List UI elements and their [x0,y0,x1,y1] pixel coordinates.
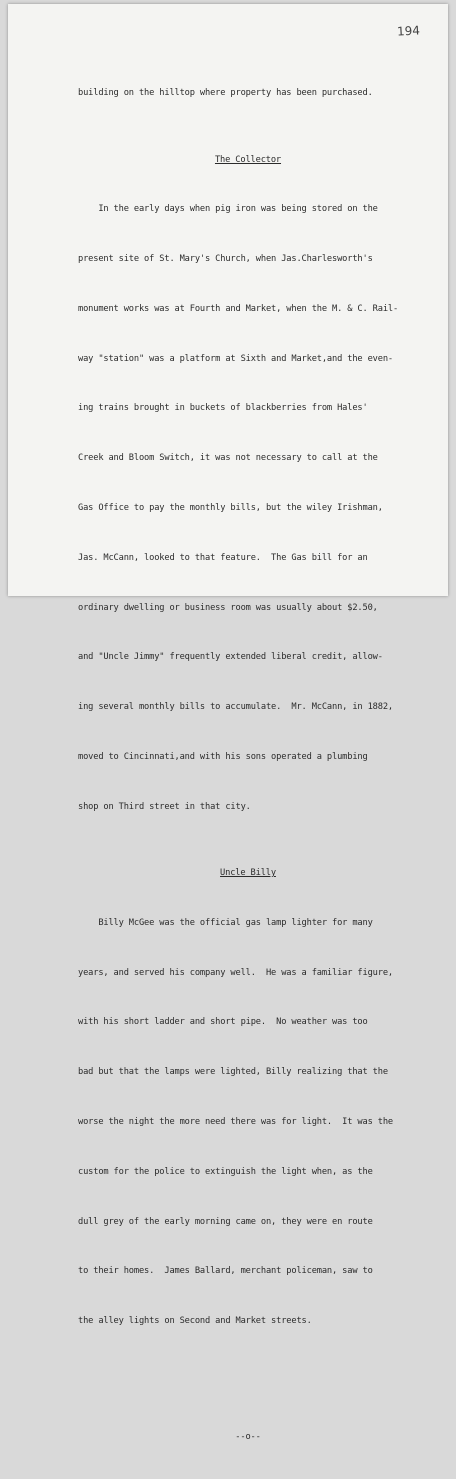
paragraph-line: bad but that the lamps were lighted, Billy realizing that the [78,1067,388,1078]
paragraph-line: dull grey of the early morning came on, they were en route [78,1216,373,1227]
paragraph-line: In the early days when pig iron was being stored on the [78,204,378,215]
paragraph-line: moved to Cincinnati,and with his sons operated a plumbing [78,751,368,762]
paragraph-line: way "station" was a platform at Sixth and Market,and the even- [78,353,393,364]
opening-line: building on the hilltop where property has been purchased. [78,88,373,99]
paragraph-line: present site of St. Mary's Church, when Jas.Charlesworth's [78,254,373,265]
paragraph-line: shop on Third street in that city. [78,801,251,812]
section-heading-collector: The Collector [214,154,282,165]
paragraph-line: years, and served his company well. He was a familiar figure, [78,967,393,978]
end-mark: --o-- [235,1432,261,1443]
page-number: 194 [396,23,421,39]
paragraph-line: Jas. McCann, looked to that feature. The Gas bill for an [78,552,368,563]
paragraph-line: with his short ladder and short pipe. No weather was too [78,1017,368,1028]
document-page [8,4,448,1443]
paragraph-line: the alley lights on Second and Market streets. [78,1316,312,1327]
paragraph-line: ing trains brought in buckets of blackberries from Hales' [78,403,368,414]
paragraph-line: Billy McGee was the official gas lamp lighter for many [78,917,373,928]
paragraph-line: worse the night the more need there was for light. It was the [78,1117,393,1127]
paragraph-line: Gas Office to pay the monthly bills, but the wiley Irishman, [78,503,383,514]
section-heading-uncle-billy: Uncle Billy [220,868,276,879]
paragraph-line: and "Uncle Jimmy" frequently extended liberal credit, allow- [78,652,383,663]
paragraph-line: ing several monthly bills to accumulate. Mr. McCann, in 1882, [78,702,393,713]
document-body [78,52,418,1479]
paragraph-line: monument works was at Fourth and Market, when the M. & C. Rail- [78,303,399,314]
paragraph-line: custom for the police to extinguish the light when, as the [78,1166,373,1177]
paragraph-line: ordinary dwelling or business room was usually about $2.50, [78,602,378,613]
paragraph-line: to their homes. James Ballard, merchant policeman, saw to [78,1266,373,1277]
paragraph-line: Creek and Bloom Switch, it was not necessary to call at the [78,453,378,464]
